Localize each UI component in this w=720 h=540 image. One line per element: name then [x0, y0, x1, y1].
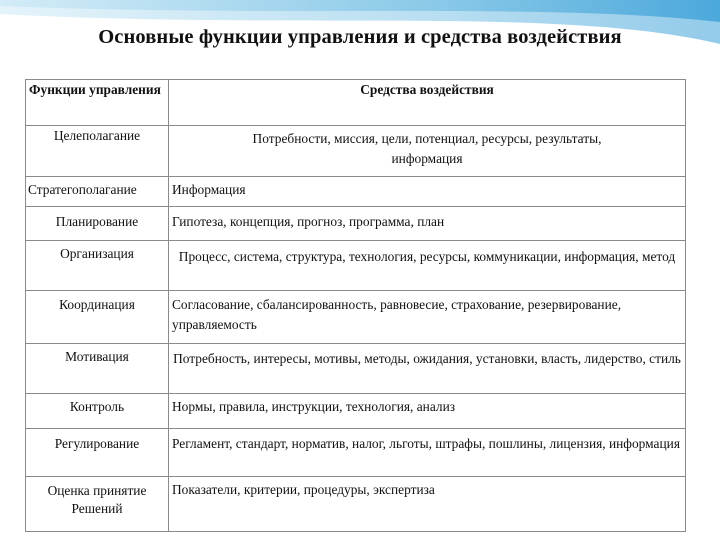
function-cell: Оценка принятие Решений	[26, 477, 169, 532]
means-cell: Потребности, миссия, цели, потенциал, ресурсы, результаты, информация	[169, 126, 686, 177]
table-row	[26, 344, 686, 394]
table-row	[26, 291, 686, 344]
header-functions: Функции управления	[26, 80, 169, 126]
function-cell: Организация	[26, 241, 169, 291]
table-row	[26, 241, 686, 291]
functions-means-table	[25, 79, 686, 532]
function-cell: Мотивация	[26, 344, 169, 394]
table-row	[26, 207, 686, 241]
means-cell: Показатели, критерии, процедуры, экспертиза	[169, 477, 686, 532]
function-cell: Целеполагание	[26, 126, 169, 177]
slide-title: Основные функции управления и средства воздействия	[98, 26, 622, 48]
means-cell: Нормы, правила, инструкции, технология, анализ	[169, 394, 686, 429]
means-cell: Согласование, сбалансированность, равновесие, страхование, резервирование, управляемость	[169, 291, 686, 344]
table-header-row	[26, 80, 686, 126]
means-cell: Потребность, интересы, мотивы, методы, ожидания, установки, власть, лидерство, стиль	[169, 344, 686, 394]
table-row	[26, 126, 686, 177]
header-means: Средства воздействия	[169, 80, 686, 126]
means-cell: Процесс, система, структура, технология, ресурсы, коммуникации, информация, метод	[169, 241, 686, 291]
function-cell: Контроль	[26, 394, 169, 429]
function-cell: Регулирование	[26, 429, 169, 477]
function-cell: Координация	[26, 291, 169, 344]
function-cell: Планирование	[26, 207, 169, 241]
table-row	[26, 429, 686, 477]
means-cell: Гипотеза, концепция, прогноз, программа, план	[169, 207, 686, 241]
means-cell: Регламент, стандарт, норматив, налог, льготы, штрафы, пошлины, лицензия, информация	[169, 429, 686, 477]
table-row	[26, 394, 686, 429]
means-cell: Информация	[169, 177, 686, 207]
table-row	[26, 177, 686, 207]
function-cell: Стратегополагание	[26, 177, 169, 207]
table-row	[26, 477, 686, 532]
